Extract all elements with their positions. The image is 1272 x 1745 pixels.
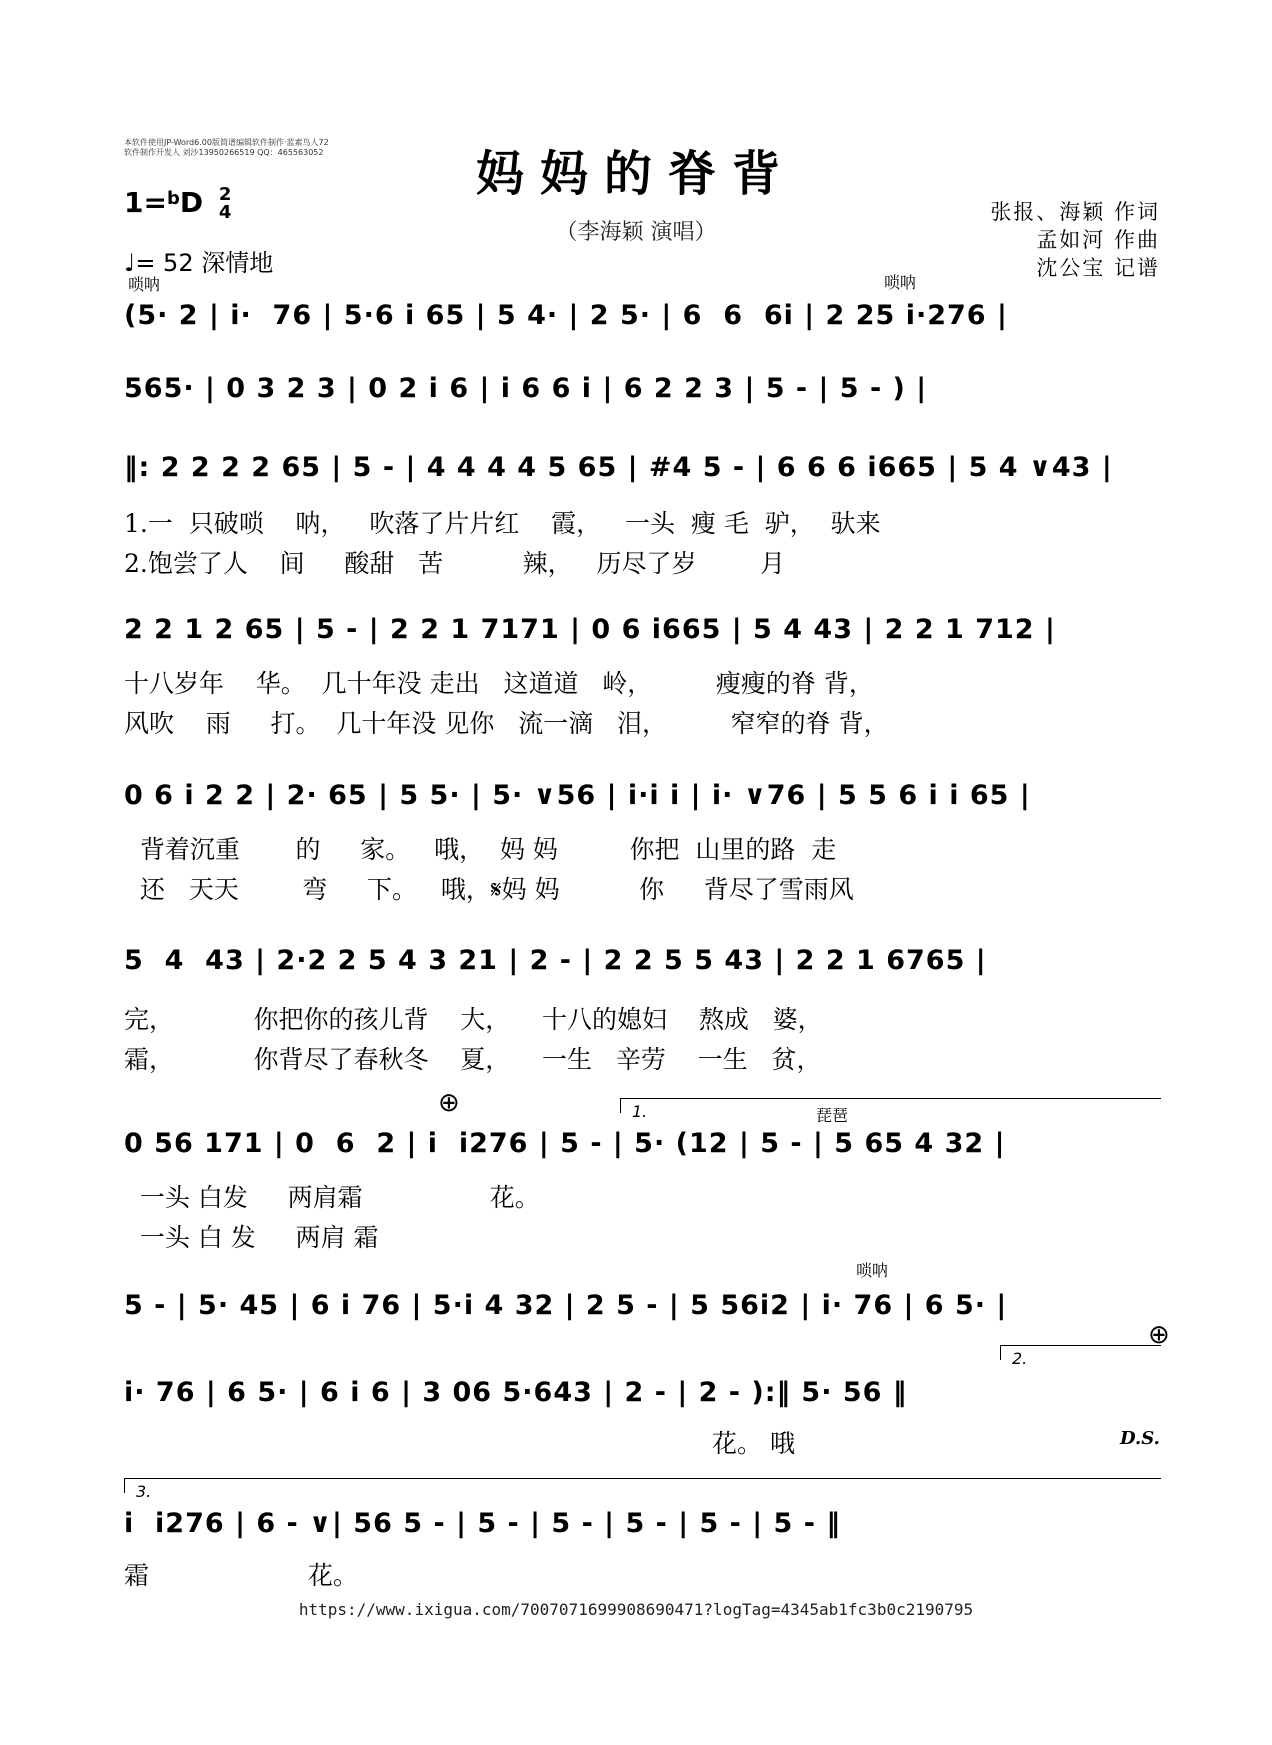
volta-2-label: 2.: [1012, 1349, 1028, 1368]
lyric-row-9-verse-1: 花。 哦: [124, 1429, 796, 1458]
score-row-2: 565· | 0 3 2 3 | 0 2 i 6 | i 6 6 i | 6 2 2 3 | 5 - | 5 - ) |: [124, 373, 928, 404]
score-row-9: i· 76 | 6 5· | 6 i 6 | 3 06 5·643 | 2 - | 2 - ):‖ 5· 56 ‖: [124, 1377, 908, 1408]
instrument-label-suona: 唢呐: [128, 275, 161, 294]
composer-credit: 孟如河 作曲: [1036, 228, 1160, 252]
time-top: 2: [218, 184, 232, 205]
key-note: D: [179, 186, 204, 219]
lyric-row-5-verse-1: 背着沉重 的 家。 哦， 妈 妈 你把 山里的路 走: [124, 835, 837, 864]
score-row-7: 0 56 171 | 0 6 2 | i i276 | 5 - | 5· (12 | 5 - | 5 65 4 32 |: [124, 1128, 1006, 1159]
instrument-label-suona-3: 唢呐: [856, 1261, 889, 1280]
watermark-line-1: 本软件使用JP-Word6.00版简谱编辑软件制作·蓝素鸟人72: [124, 138, 329, 147]
watermark-line-2: 软件制作开发人 刘沙13950266519 QQ：465563052: [124, 148, 324, 157]
lyric-row-5-verse-2: 还 天天 弯 下。 哦，𝄋妈 妈 你 背尽了雪雨风: [124, 875, 854, 904]
key-prefix: 1=: [124, 186, 167, 219]
lyric-row-6-verse-1: 完， 你把你的孩儿背 大， 十八的媳妇 熬成 婆，: [124, 1005, 823, 1034]
volta-bracket-1: [620, 1098, 1161, 1113]
lyric-row-4-verse-1: 十八岁年 华。 几十年没 走出 这道道 岭， 瘦瘦的脊 背，: [124, 669, 874, 698]
source-url: https://www.ixigua.com/7007071699908690471?logTag=4345ab1fc3b0c2190795: [298, 1600, 974, 1619]
singer-credit: （李海颖 演唱）: [555, 220, 717, 245]
lyric-row-7-verse-2: 一头 白 发 两肩 霜: [124, 1223, 379, 1252]
volta-3-label: 3.: [136, 1482, 152, 1501]
lyric-row-6-verse-2: 霜， 你背尽了春秋冬 夏， 一生 辛劳 一生 贫，: [124, 1045, 822, 1074]
coda-sign-2: ⊕: [1148, 1320, 1170, 1350]
lyric-row-4-verse-2: 风吹 雨 打。 几十年没 见你 流一滴 泪， 窄窄的脊 背，: [124, 709, 889, 738]
lyric-row-3-verse-1: 1.一 只破唢 呐， 吹落了片片红 霞， 一头 瘦 毛 驴， 驮来: [124, 509, 881, 538]
song-title: 妈妈的脊背: [475, 146, 796, 202]
flat-sign: b: [166, 188, 180, 209]
volta-1-label: 1.: [632, 1102, 648, 1121]
lyric-row-10-verse-1: 霜 花。: [124, 1561, 358, 1590]
score-row-4: 2 2 1 2 65 | 5 - | 2 2 1 7171 | 0 6 i665 | 5 4 43 | 2 2 1 712 |: [124, 614, 1056, 645]
score-row-1: (5· 2 | i· 76 | 5·6 i 65 | 5 4· | 2 5· | 6 6 6i | 2 25 i·276 |: [124, 300, 1008, 331]
time-bottom: 4: [218, 202, 232, 223]
volta-bracket-3: [124, 1478, 1161, 1493]
score-row-10: i i276 | 6 - ∨| 56 5 - | 5 - | 5 - | 5 - | 5 - | 5 - ‖: [124, 1508, 841, 1539]
instrument-label-suona-2: 唢呐: [884, 273, 917, 292]
score-row-8: 5 - | 5· 45 | 6 i 76 | 5·i 4 32 | 2 5 - | 5 56i2 | i· 76 | 6 5· |: [124, 1290, 1008, 1321]
key-signature: [124, 186, 231, 222]
lyric-row-7-verse-1: 一头 白发 两肩霜 花。: [124, 1183, 540, 1212]
lyric-row-3-verse-2: 2.饱尝了人 间 酸甜 苦 辣， 历尽了岁 月: [124, 549, 786, 578]
score-row-5: 0 6 i 2 2 | 2· 65 | 5 5· | 5· ∨56 | i·i i | i· ∨76 | 5 5 6 i i 65 |: [124, 780, 1031, 811]
ds-marking: D.S.: [1120, 1428, 1160, 1449]
transcriber-credit: 沈公宝 记谱: [1036, 256, 1160, 280]
time-signature: [219, 186, 232, 222]
tempo-marking: ♩= 52 深情地: [124, 249, 274, 277]
coda-sign: ⊕: [438, 1088, 460, 1118]
instrument-label-pipa: 琵琶: [816, 1106, 849, 1125]
score-row-3: ‖: 2 2 2 2 65 | 5 - | 4 4 4 4 5 65 | #4 5 - | 6 6 6 i665 | 5 4 ∨43 |: [124, 452, 1113, 483]
score-row-6: 5 4 43 | 2·2 2 5 4 3 21 | 2 - | 2 2 5 5 43 | 2 2 1 6765 |: [124, 945, 987, 976]
lyricist-credit: 张报、海颖 作词: [990, 200, 1160, 224]
